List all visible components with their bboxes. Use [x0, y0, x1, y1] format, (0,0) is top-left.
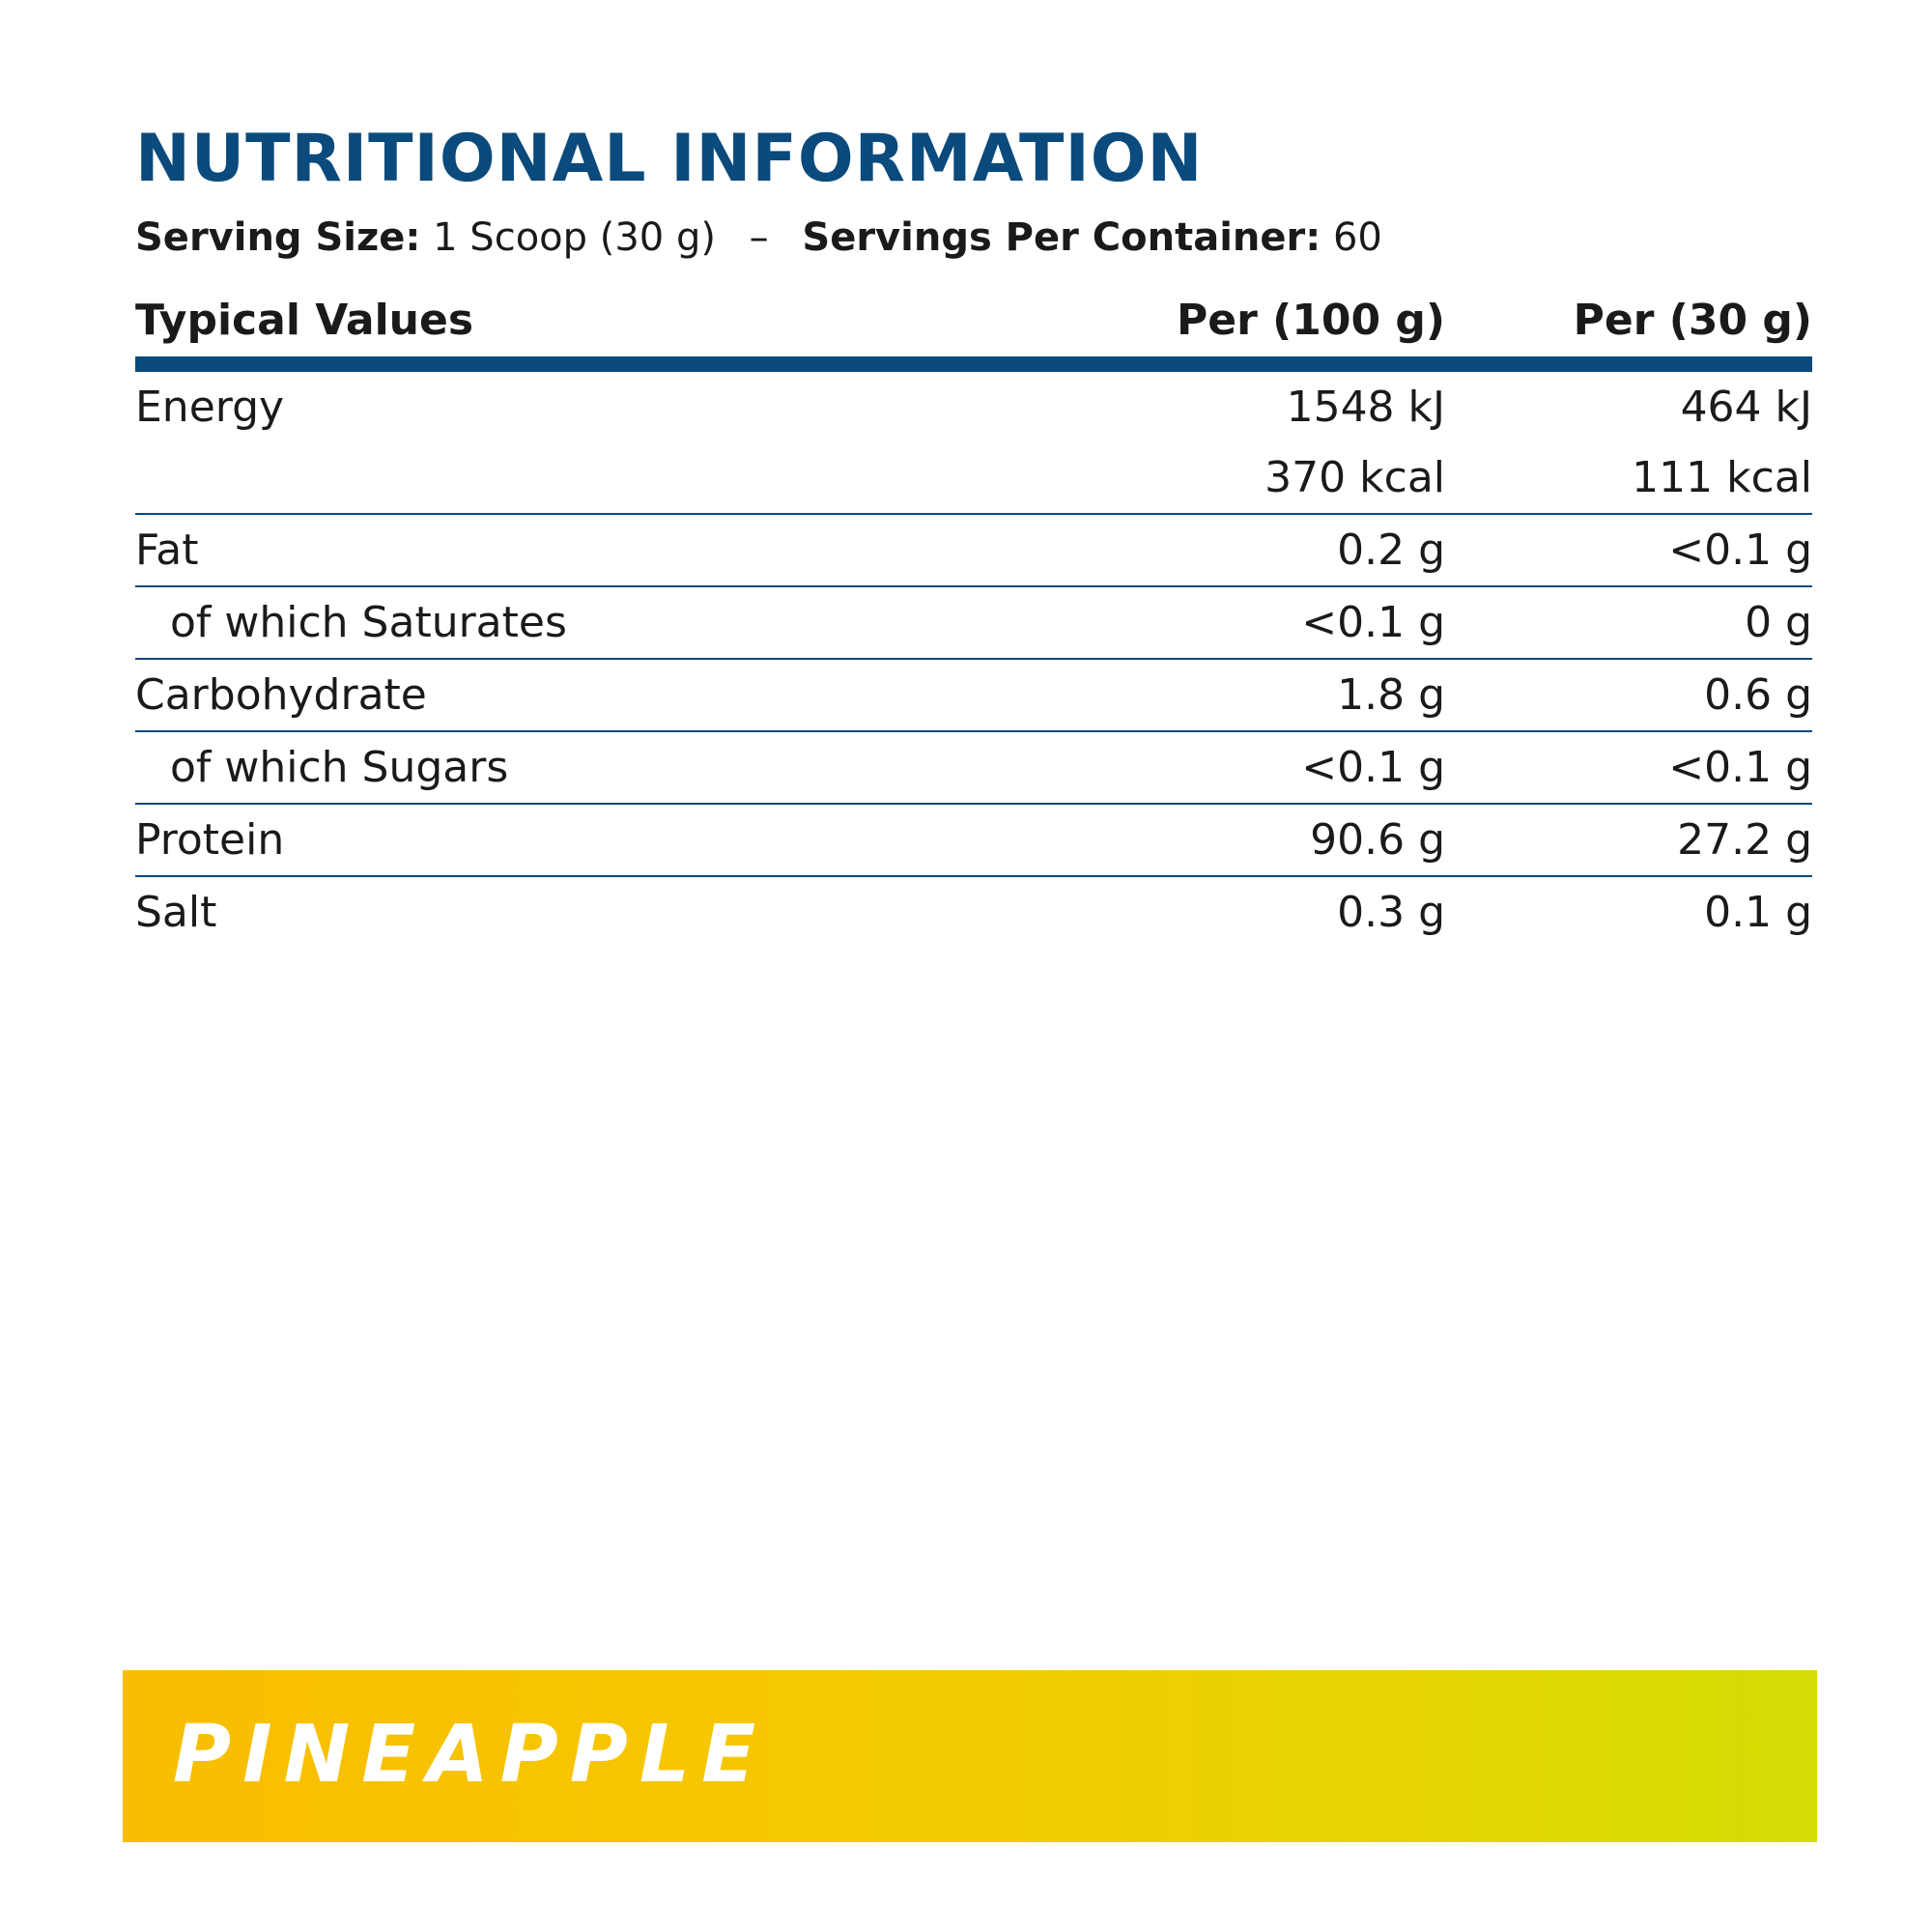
servings-per-container-label: Servings Per Container: — [802, 215, 1321, 260]
nutrient-name — [135, 442, 1078, 514]
table-row-saturates — [135, 586, 1812, 659]
page-title: NUTRITIONAL INFORMATION — [135, 121, 1204, 197]
value-per-100g: 0.2 g — [1078, 514, 1445, 586]
flavour-name: PINEAPPLE — [173, 1709, 768, 1801]
value-per-100g: 370 kcal — [1078, 442, 1445, 514]
flavour-banner — [123, 1670, 1817, 1842]
table-header-row — [135, 273, 1812, 364]
value-per-30g: 0.1 g — [1704, 888, 1812, 937]
table-row-energy-kcal — [135, 442, 1812, 514]
value-per-100g: 90.6 g — [1078, 804, 1445, 876]
nutrient-name: of which Sugars — [135, 731, 1078, 804]
column-header-typical-values: Typical Values — [135, 273, 1078, 364]
value-per-30g: 0 g — [1445, 586, 1812, 659]
value-per-30g: 0.6 g — [1445, 659, 1812, 731]
table-row-carbohydrate — [135, 659, 1812, 731]
value-per-100g: 0.3 g — [1337, 888, 1445, 937]
table-row-energy-kj — [135, 364, 1812, 442]
nutrient-name: Energy — [135, 383, 285, 432]
nutrient-name: Carbohydrate — [135, 659, 1078, 731]
value-per-30g: 111 kcal — [1445, 442, 1812, 514]
table-row-protein — [135, 804, 1812, 876]
nutrition-panel — [135, 121, 1812, 948]
value-per-100g: <0.1 g — [1078, 586, 1445, 659]
value-per-30g: 464 kJ — [1680, 383, 1812, 432]
value-per-100g: <0.1 g — [1078, 731, 1445, 804]
serving-size-label: Serving Size: — [135, 215, 421, 260]
nutrient-name: Protein — [135, 804, 1078, 876]
column-header-per-30g: Per (30 g) — [1445, 273, 1812, 364]
table-row-fat — [135, 514, 1812, 586]
table-row-salt — [135, 876, 1812, 948]
nutrient-name: Fat — [135, 514, 1078, 586]
serving-info — [135, 213, 1812, 262]
serving-separator: – — [749, 215, 769, 260]
value-per-100g: 1548 kJ — [1286, 383, 1445, 432]
serving-size-value: 1 Scoop (30 g) — [433, 215, 716, 260]
table-row-sugars — [135, 731, 1812, 804]
value-per-30g: <0.1 g — [1445, 731, 1812, 804]
column-header-per-100g: Per (100 g) — [1078, 273, 1445, 364]
nutrient-name: of which Saturates — [135, 586, 1078, 659]
servings-per-container-value: 60 — [1332, 215, 1382, 260]
value-per-30g: <0.1 g — [1445, 514, 1812, 586]
value-per-30g: 27.2 g — [1445, 804, 1812, 876]
nutrition-table — [135, 273, 1812, 948]
nutrient-name: Salt — [135, 888, 217, 937]
value-per-100g: 1.8 g — [1078, 659, 1445, 731]
